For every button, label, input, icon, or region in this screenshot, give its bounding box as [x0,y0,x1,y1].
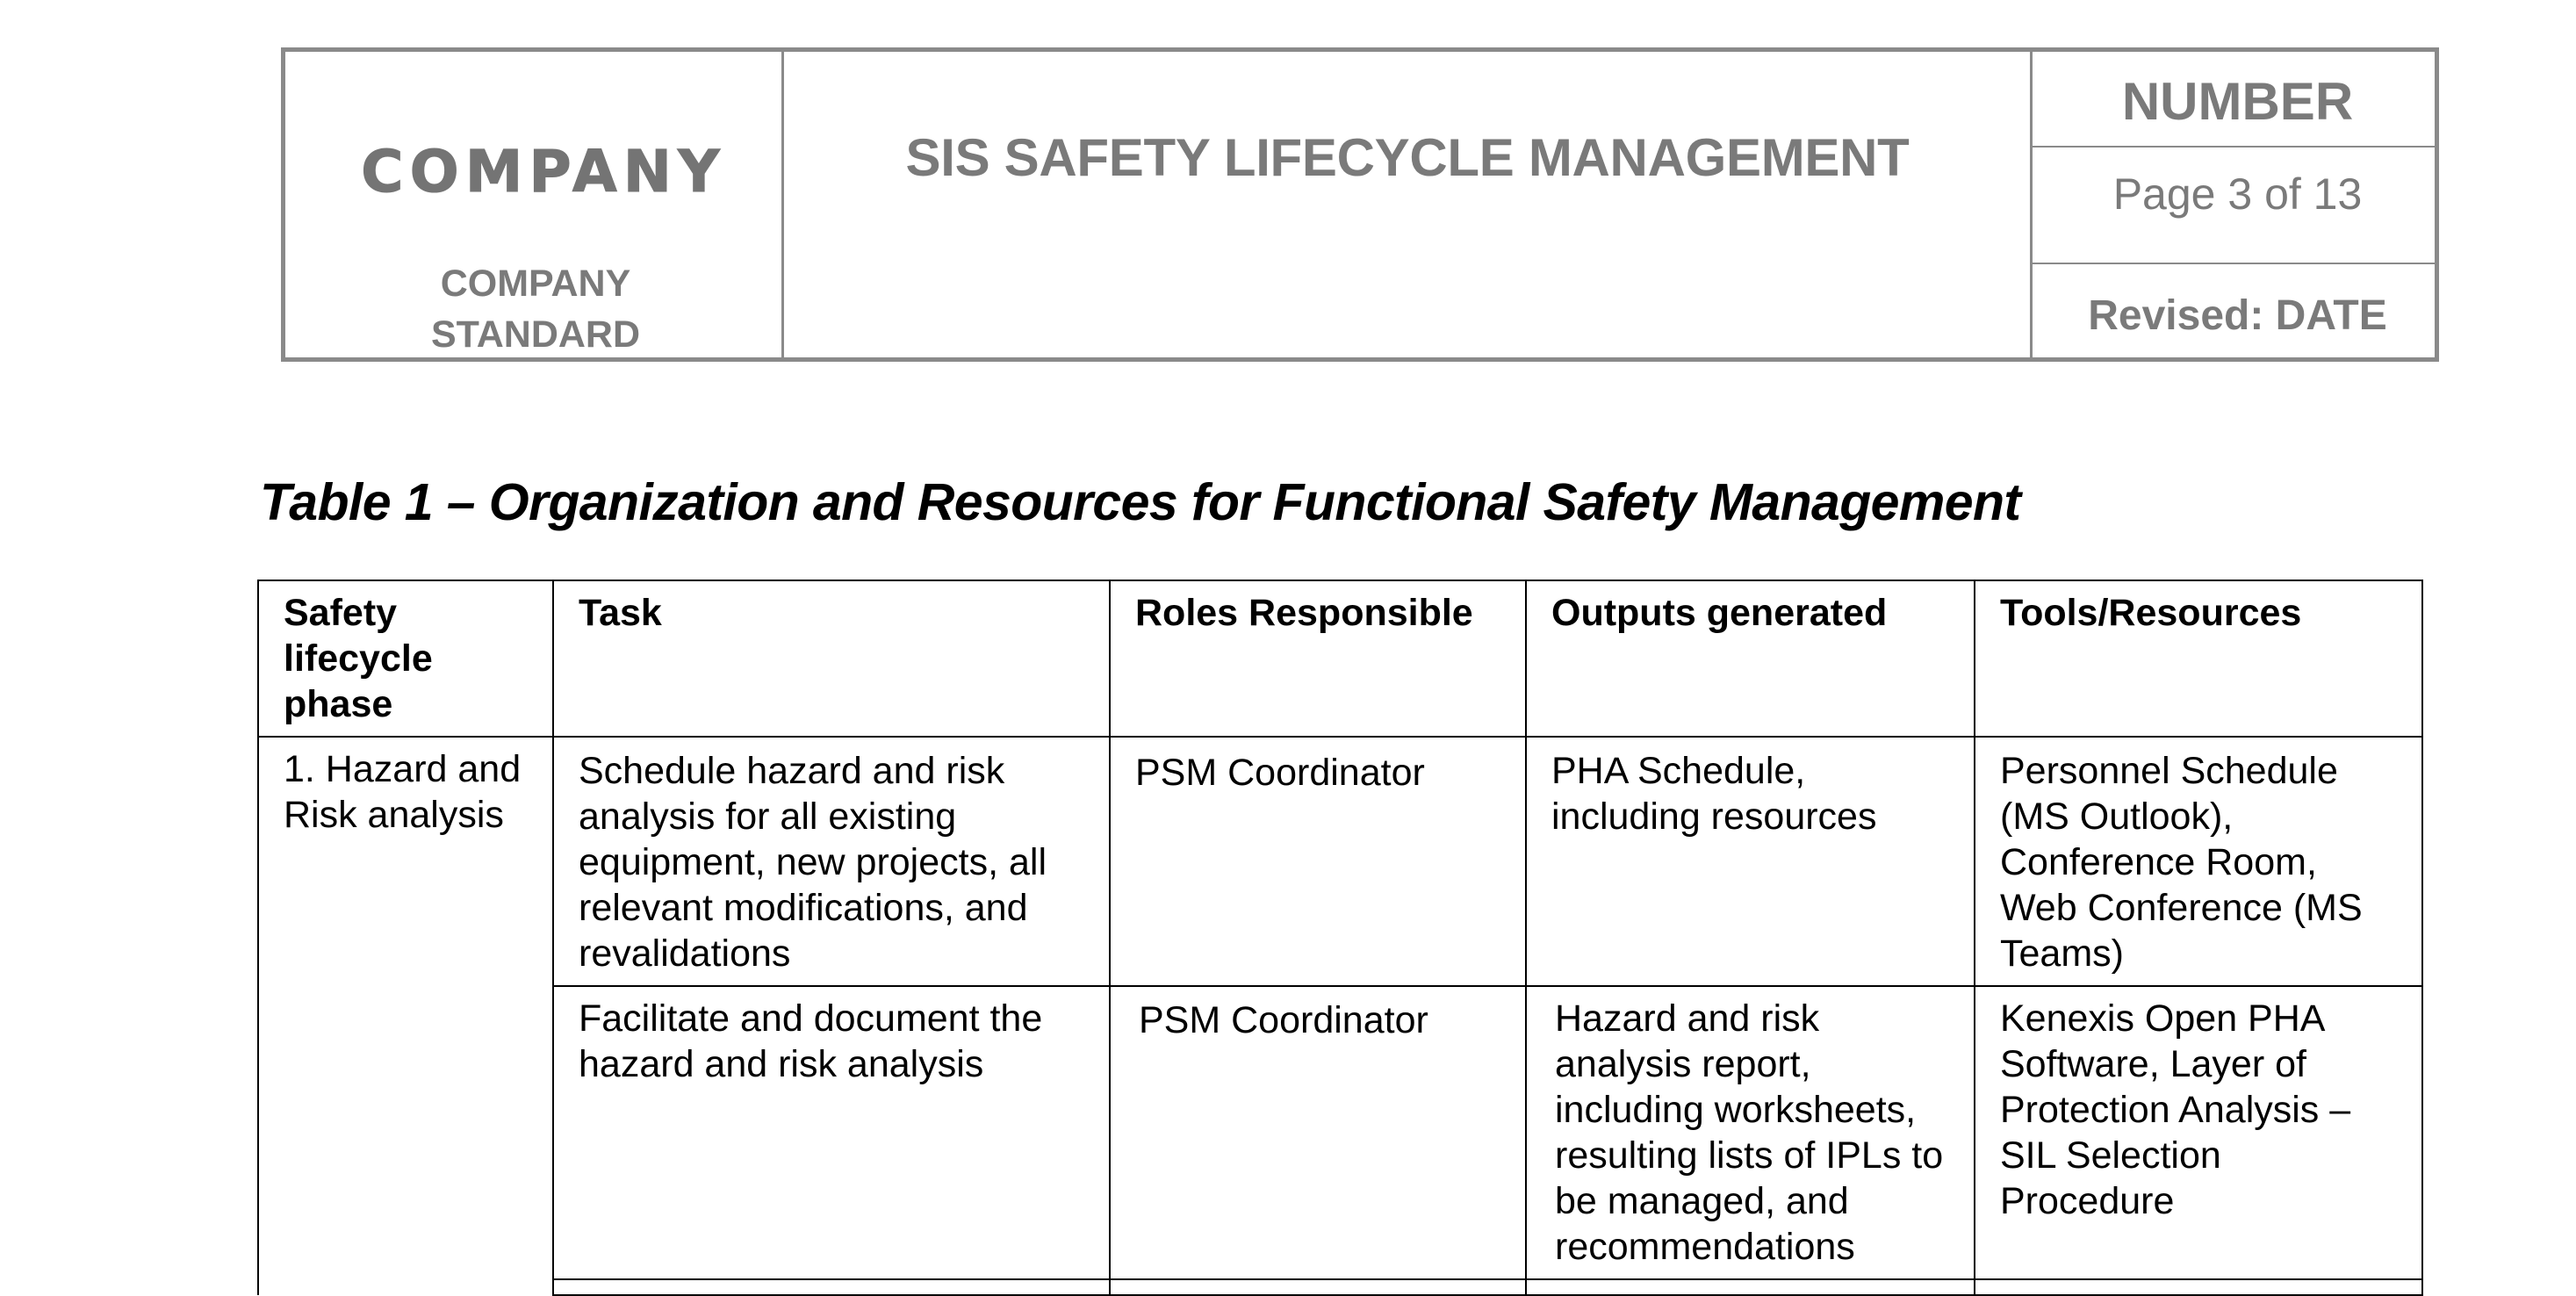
header-divider [2032,263,2435,264]
resources-table [257,580,2421,1296]
column-header-outputs: Outputs generated [1526,580,1975,737]
column-header-phase: Safety lifecycle phase [258,580,553,737]
header-divider [2030,52,2033,357]
header-divider [2032,146,2435,148]
output-cell: PHA Schedule, including resources [1526,737,1975,986]
page-number: Page 3 of 13 [2112,169,2363,219]
table-caption: Table 1 – Organization and Resources for Functional Safety Management [260,473,2021,531]
document-number: NUMBER [2121,72,2354,131]
revised-date: Revised: DATE [2088,292,2387,339]
phase-cell: 1. Hazard and Risk analysis [258,737,553,1279]
table-row [258,1279,2422,1295]
standard-line-1: COMPANY [440,263,631,305]
tools-cell: Personnel Schedule (MS Outlook), Conference Room, Web Conference (MS Teams) [1975,737,2422,986]
task-cell [553,1279,1110,1295]
output-cell [1526,1279,1975,1295]
role-cell: PSM Coordinator [1110,737,1526,986]
role-cell: PSM Coordinator [1110,986,1526,1279]
table-row [258,986,2422,1279]
table-header-row [258,580,2422,737]
document-header [281,47,2439,362]
task-cell: Schedule hazard and risk analysis for all existing equipment, new projects, all relevant modifications, and revalidations [553,737,1110,986]
output-cell: Hazard and risk analysis report, including worksheets, resulting lists of IPLs to be managed, and recommendations [1526,986,1975,1279]
standard-line-2: STANDARD [430,313,641,356]
task-cell: Facilitate and document the hazard and risk analysis [553,986,1110,1279]
document-title: SIS SAFETY LIFECYCLE MANAGEMENT [905,128,1910,187]
role-cell [1110,1279,1526,1295]
table-row [258,737,2422,986]
tools-cell [1975,1279,2422,1295]
company-logo: COMPANY [361,138,726,205]
column-header-tools: Tools/Resources [1975,580,2422,737]
column-header-task: Task [553,580,1110,737]
phase-cell [258,1279,553,1295]
tools-cell: Kenexis Open PHA Software, Layer of Protection Analysis – SIL Selection Procedure [1975,986,2422,1279]
column-header-roles: Roles Responsible [1110,580,1526,737]
company-standard [285,258,786,360]
